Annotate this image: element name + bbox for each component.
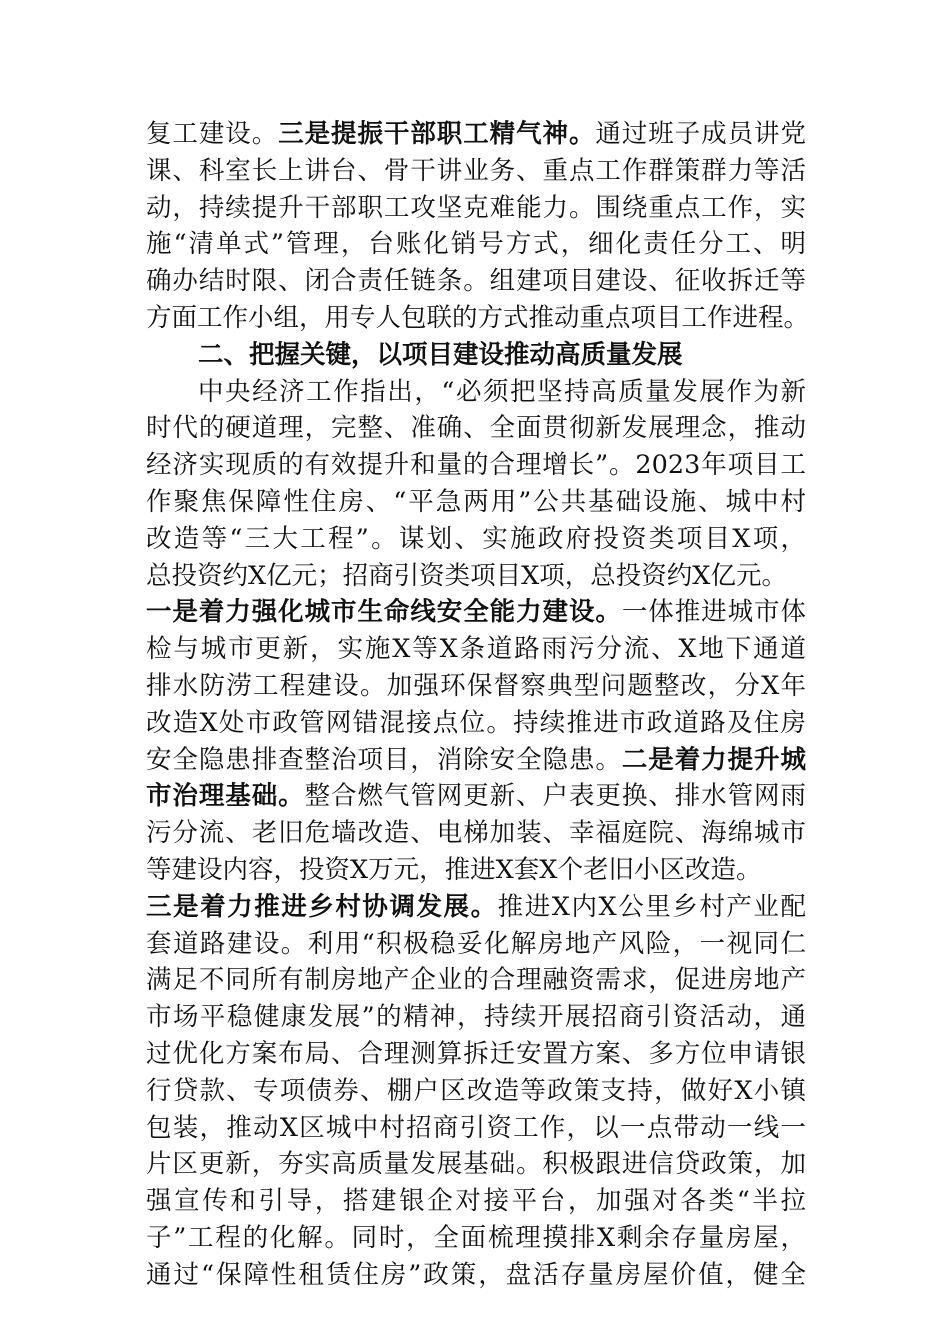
bold-lead-phrase: 三是着力推进乡村协调发展。 [146, 891, 498, 922]
body-text: 包装，推动X区城中村招商引资工作，以一点带动一线一 [146, 1112, 806, 1143]
body-text: 时代的硬道理，完整、准确、全面贯彻新发展理念，推动 [146, 413, 806, 444]
body-text: 二、把握关键，以项目建设推动高质量发展 [198, 339, 683, 370]
body-text: 市场平稳健康发展”的精神，持续开展招商引资活动，通 [146, 1002, 806, 1033]
text-line [146, 116, 806, 153]
text-line [146, 153, 806, 190]
text-line [146, 668, 806, 705]
body-text: 排水防涝工程建设。加强环保督察典型问题整改，分X年 [146, 670, 806, 701]
text-line [146, 594, 806, 631]
body-text: 改造X处市政管网错混接点位。持续推进市政道路及住房 [146, 707, 806, 738]
body-text: 总投资约X亿元；招商引资类项目X项，总投资约X亿元。 [146, 560, 787, 591]
text-line [146, 190, 806, 227]
section-heading [146, 337, 806, 374]
text-line [146, 852, 806, 889]
body-text: 改造等“三大工程”。谋划、实施政府投资类项目X项， [146, 523, 806, 554]
text-line [146, 410, 806, 447]
text-line [146, 999, 806, 1036]
text-line [146, 521, 806, 558]
text-line [146, 815, 806, 852]
body-text: 通过“保障性租赁住房”政策，盘活存量房屋价值，健全 [146, 1259, 806, 1290]
text-line [146, 1146, 806, 1183]
text-line [146, 263, 806, 300]
body-text: 安全隐患排查整治项目，消除安全隐患。 [146, 744, 622, 775]
body-text: 过优化方案布局、合理测算拆迁安置方案、多方位申请银 [146, 1038, 806, 1069]
text-line [146, 374, 806, 411]
body-text: 子”工程的化解。同时，全面梳理摸排X剩余存量房屋， [146, 1222, 806, 1253]
text-line [146, 1220, 806, 1257]
bold-lead-phrase: 一是着力强化城市生命线安全能力建设。 [146, 597, 622, 628]
body-text: 等建设内容，投资X万元，推进X套X个老旧小区改造。 [146, 854, 762, 885]
text-line [146, 484, 806, 521]
text-line [146, 705, 806, 742]
body-text: 套道路建设。利用“积极稳妥化解房地产风险，一视同仁 [146, 928, 806, 959]
text-line [146, 558, 806, 595]
text-line [146, 962, 806, 999]
body-text: 一体推进城市体 [621, 597, 806, 628]
body-text: 复工建设。 [146, 119, 279, 149]
text-line [146, 1036, 806, 1073]
body-text: 检与城市更新，实施X等X条道路雨污分流、X地下通道 [146, 634, 806, 665]
body-text: 确办结时限、闭合责任链条。组建项目建设、征收拆迁等 [146, 266, 806, 297]
text-line [146, 926, 806, 963]
bold-lead-phrase: 二是着力提升城 [621, 744, 806, 775]
text-line [146, 778, 806, 815]
text-line [146, 889, 806, 926]
body-text: 经济实现质的有效提升和量的合理增长”。2023年项目工 [146, 450, 806, 481]
body-text: 片区更新，夯实高质量发展基础。积极跟进信贷政策，加 [146, 1149, 806, 1180]
text-line [146, 631, 806, 668]
body-text: 中央经济工作指出，“必须把坚持高质量发展作为新 [198, 376, 806, 407]
text-line [146, 1257, 806, 1294]
body-text: 整合燃气管网更新、户表更换、排水管网雨 [304, 781, 806, 812]
body-text: 行贷款、专项债券、棚户区改造等政策支持，做好X小镇 [146, 1075, 806, 1106]
text-line [146, 300, 810, 337]
body-text: 污分流、老旧危墙改造、电梯加装、幸福庭院、海绵城市 [146, 818, 806, 849]
body-text: 施“清单式”管理，台账化销号方式，细化责任分工、明 [146, 229, 806, 260]
bold-lead-phrase: 市治理基础。 [146, 781, 305, 812]
body-text: 作聚焦保障性住房、“平急两用”公共基础设施、城中村 [146, 486, 806, 517]
text-line [146, 1073, 806, 1110]
text-line [146, 742, 806, 779]
text-line [146, 447, 806, 484]
text-line [146, 226, 806, 263]
body-text: 满足不同所有制房地产企业的合理融资需求，促进房地产 [146, 965, 806, 996]
body-text: 方面工作小组，用专人包联的方式推动重点项目工作进程。 [146, 302, 810, 333]
text-line [146, 1183, 806, 1220]
body-text: 推进X内X公里乡村产业配 [497, 891, 806, 922]
document-body [146, 116, 810, 1294]
bold-lead-phrase: 三是提振干部职工精气神。 [278, 119, 596, 149]
body-text: 动，持续提升干部职工攻坚克难能力。围绕重点工作，实 [146, 192, 806, 223]
body-text: 通过班子成员讲党 [595, 119, 806, 149]
body-text: 课、科室长上讲台、骨干讲业务、重点工作群策群力等活 [146, 155, 806, 186]
text-line [146, 1110, 806, 1147]
body-text: 强宣传和引导，搭建银企对接平台，加强对各类“半拉 [146, 1186, 806, 1217]
